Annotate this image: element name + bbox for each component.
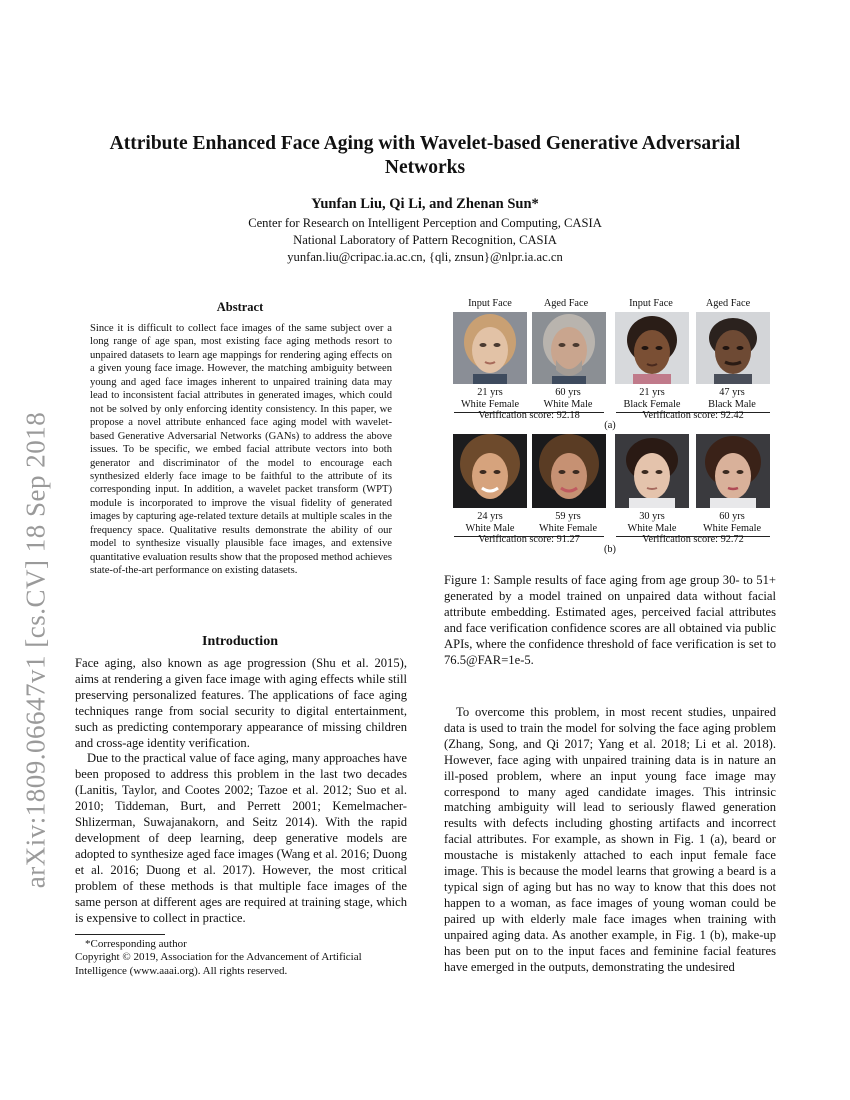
col-header-aged-1: Aged Face	[543, 298, 589, 309]
verification-score: Verification score: 92.42	[642, 410, 744, 421]
input-age-label: 21 yrs	[477, 387, 503, 398]
input-attribute-label: White Male	[465, 523, 515, 534]
face-image-input	[453, 434, 527, 508]
body-paragraph: To overcome this problem, in most recent studies, unpaired data is used to train the model for solving the face aging problem (Zhang, Song, and Qi 2017; Yang et al. 2018; Li et al. 2018). However, face aging with unpaired training data is in nature an ill-posed problem, where an input young face image may correspond to many aged candidate images. This intrinsic matching ambiguity will lead to seriously flawed generation results with defects including ghosting artifacts and incorrect facial attributes. For example, as shown in Fig. 1 (a), beard or moustache is mistakenly attached to each input female face image. This is because the model learns that growing a beard is a typical sign of aging but has no way to know that this does not happen to a woman, as face images of young woman could be paired up with elderly male face images when training with unpaired aging data. As another example, in Fig. 1 (b), make-up has been put on to the input faces and feminine facial features have emerged in the outputs, demonstrating the undesired	[444, 705, 776, 974]
input-age-label: 24 yrs	[477, 511, 503, 522]
aged-attribute-label: White Male	[543, 399, 593, 410]
affiliation-2: National Laboratory of Pattern Recognition, CASIA	[293, 233, 557, 247]
face-image-input	[615, 434, 689, 508]
aged-age-label: 59 yrs	[555, 511, 581, 522]
copyright-notice: Copyright © 2019, Association for the Advancement of Artificial Intelligence (www.aaai.org). All rights reserved.	[75, 951, 362, 977]
corresponding-author-note: *Corresponding author	[85, 938, 187, 950]
arxiv-id: arXiv:1809.06647v1 [cs.CV] 18 Sep 2018	[20, 411, 51, 889]
verification-score: Verification score: 91.27	[478, 534, 580, 545]
col-header-aged-2: Aged Face	[705, 298, 751, 309]
verification-score: Verification score: 92.18	[478, 410, 580, 421]
input-age-label: 30 yrs	[639, 511, 665, 522]
intro-paragraph-1: Face aging, also known as age progression (Shu et al. 2015), aims at rendering a given face image with aging effects while still preserving personalized features. The applications of face aging techniques range from social security to digital entertainment, such as predicting contemporary appearance of missing children and cross-age identity verification.	[75, 656, 407, 750]
affiliation-1: Center for Research on Intelligent Perception and Computing, CASIA	[248, 216, 602, 230]
footnote	[75, 938, 407, 978]
author-list: Yunfan Liu, Qi Li, and Zhenan Sun*	[311, 196, 539, 212]
input-age-label: 21 yrs	[639, 387, 665, 398]
aged-attribute-label: White Female	[702, 523, 762, 534]
figure-1	[440, 296, 780, 558]
face-image-aged	[696, 312, 770, 384]
aged-attribute-label: Black Male	[708, 399, 756, 410]
aged-age-label: 47 yrs	[719, 387, 745, 398]
col-header-input-1: Input Face	[468, 298, 512, 309]
abstract-heading: Abstract	[216, 300, 264, 314]
face-image-input	[615, 312, 689, 384]
panel-label-a: (a)	[604, 420, 616, 431]
face-image-aged	[532, 312, 606, 384]
panel-label-b: (b)	[603, 544, 616, 555]
introduction-body	[75, 656, 407, 926]
input-attribute-label: White Male	[627, 523, 677, 534]
aged-age-label: 60 yrs	[719, 511, 745, 522]
right-column-body	[444, 705, 776, 975]
face-image-aged	[532, 434, 606, 508]
footnote-divider	[75, 934, 165, 935]
intro-paragraph-2: Due to the practical value of face aging, many approaches have been proposed to address this problem in the last two decades (Lanitis, Taylor, and Cootes 2002; Tazoe et al. 2012; Suo et al. 2010; Tiddeman, Burt, and Perrett 2001; Kemelmacher-Shlizerman, Suwajanakorn, and Seitz 2014). With the rapid development of deep learning, deep generative models are adopted to synthesize aged face images (Wang et al. 2016; Duong et al. 2016; Duong et al. 2017). However, the most critical problem of these methods is that multiple face images of the same person at different ages are required at training stage, which is expensive to collect in practice.	[75, 751, 407, 925]
aged-age-label: 60 yrs	[555, 387, 581, 398]
figure-caption: Figure 1: Sample results of face aging from age group 30- to 51+ generated by a model trained on unpaired data without facial attribute embedding. Estimated ages, perceived facial attributes and face verification confidence scores are all obtained via public APIs, where the confidence threshold of face verification is set to 76.5@FAR=1e-5.	[444, 573, 776, 667]
input-attribute-label: Black Female	[623, 399, 681, 410]
abstract-body: Since it is difficult to collect face images of the same subject over a long range of age span, most existing face aging methods resort to unpaired datasets to learn age mappings for rendering aging effects on a given young face image. However, the matching ambiguity between young and aged face images inherent to unpaired training data may lead to inconsistent facial attributes in generated images, which could not be solved by only enforcing identity consistency. In this paper, we propose a novel attribute enhanced face aging model with wavelet-based Generative Adversarial Networks (GANs) to address the above issues. To be specific, we embed facial attribute vectors into both generator and discriminator of the model to encourage each synthesized elderly face image to be faithful to the attribute of its corresponding input. In addition, a wavelet packet transform (WPT) module is incorporated to improve the visual fidelity of generated images by capturing age-related texture details at multiple scales in the frequency space. Qualitative results demonstrate the ability of our model to synthesize visually plausible face images, and extensive quantitative evaluation results show that the proposed method achieves state-of-the-art performance on existing datasets.	[90, 323, 392, 577]
col-header-input-2: Input Face	[629, 298, 673, 309]
face-image-input	[453, 312, 527, 384]
introduction-heading: Introduction	[202, 634, 278, 649]
paper-title: Attribute Enhanced Face Aging with Wavelet-based Generative Adversarial Networks	[109, 133, 741, 178]
face-image-aged	[696, 434, 770, 508]
input-attribute-label: White Female	[460, 399, 520, 410]
verification-score: Verification score: 92.72	[642, 534, 744, 545]
author-emails: yunfan.liu@cripac.ia.ac.cn, {qli, znsun}@nlpr.ia.ac.cn	[287, 250, 563, 264]
aged-attribute-label: White Female	[538, 523, 598, 534]
